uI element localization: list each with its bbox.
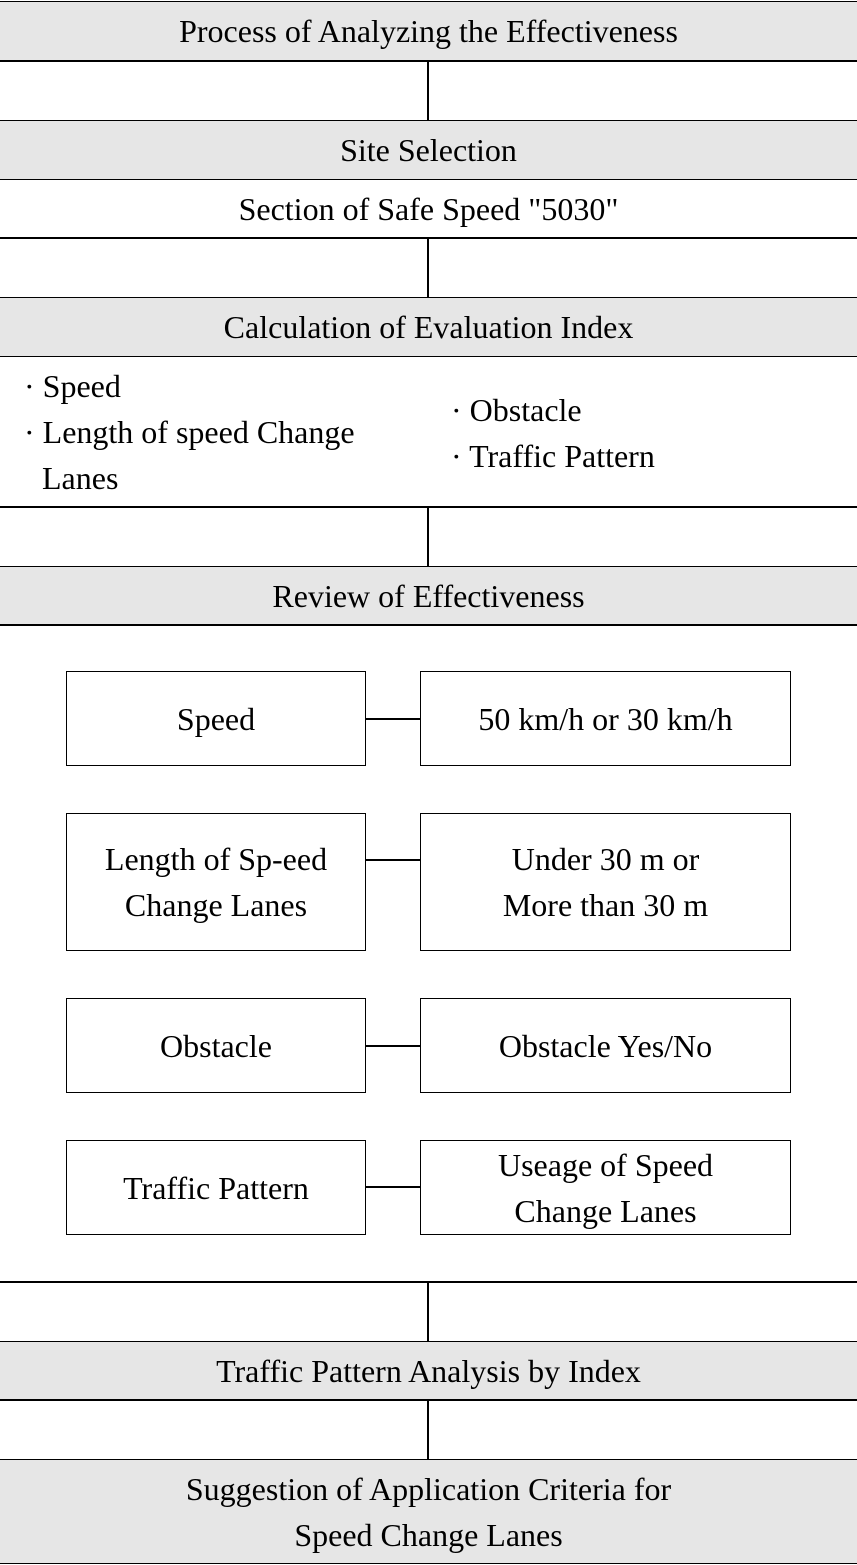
index-item-length-cont: Lanes — [42, 460, 119, 496]
step-site-detail-label: Section of Safe Speed "5030" — [238, 190, 619, 227]
index-list — [0, 356, 857, 507]
divider — [0, 624, 857, 626]
index-item-speed: · Speed — [24, 368, 121, 404]
step-traffic-analysis — [0, 1341, 857, 1400]
index-item-length: · Length of speed Change — [24, 414, 355, 450]
connector-line — [427, 1282, 429, 1341]
factor-box-length: Length of Sp-eed Change Lanes — [66, 813, 366, 951]
index-item-traffic-pattern: · Traffic Pattern — [451, 438, 655, 474]
diagram-title-text: Process of Analyzing the Effectiveness — [179, 13, 678, 49]
index-list-right — [451, 387, 655, 479]
connector-line — [427, 238, 429, 297]
step-calculation — [0, 297, 857, 356]
row-connector — [366, 1045, 420, 1047]
step-site-selection-label: Site Selection — [340, 131, 517, 168]
step-review — [0, 566, 857, 625]
factor-box-speed: Speed — [66, 671, 366, 766]
criterion-box-obstacle: Obstacle Yes/No — [420, 998, 791, 1093]
criterion-box-speed: 50 km/h or 30 km/h — [420, 671, 791, 766]
factor-box-traffic-pattern: Traffic Pattern — [66, 1140, 366, 1235]
step-suggestion-label: Suggestion of Application Criteria for Speed Change Lanes — [185, 1470, 672, 1553]
index-item-obstacle: · Obstacle — [451, 392, 582, 428]
criterion-box-traffic-pattern: Useage of Speed Change Lanes — [420, 1140, 791, 1235]
index-list-left — [24, 363, 355, 501]
row-connector — [366, 1186, 420, 1188]
step-calculation-label: Calculation of Evaluation Index — [223, 308, 634, 345]
factor-box-obstacle: Obstacle — [66, 998, 366, 1093]
step-traffic-analysis-label: Traffic Pattern Analysis by Index — [216, 1352, 641, 1389]
connector-line — [427, 61, 429, 120]
connector-line — [427, 507, 429, 566]
step-suggestion — [0, 1459, 857, 1564]
row-connector — [366, 859, 420, 861]
step-site-selection — [0, 120, 857, 179]
step-review-label: Review of Effectiveness — [272, 577, 585, 614]
criterion-box-length: Under 30 m or More than 30 m — [420, 813, 791, 951]
step-site-detail — [0, 179, 857, 238]
row-connector — [366, 718, 420, 720]
diagram-title — [0, 1, 857, 61]
connector-line — [427, 1400, 429, 1459]
